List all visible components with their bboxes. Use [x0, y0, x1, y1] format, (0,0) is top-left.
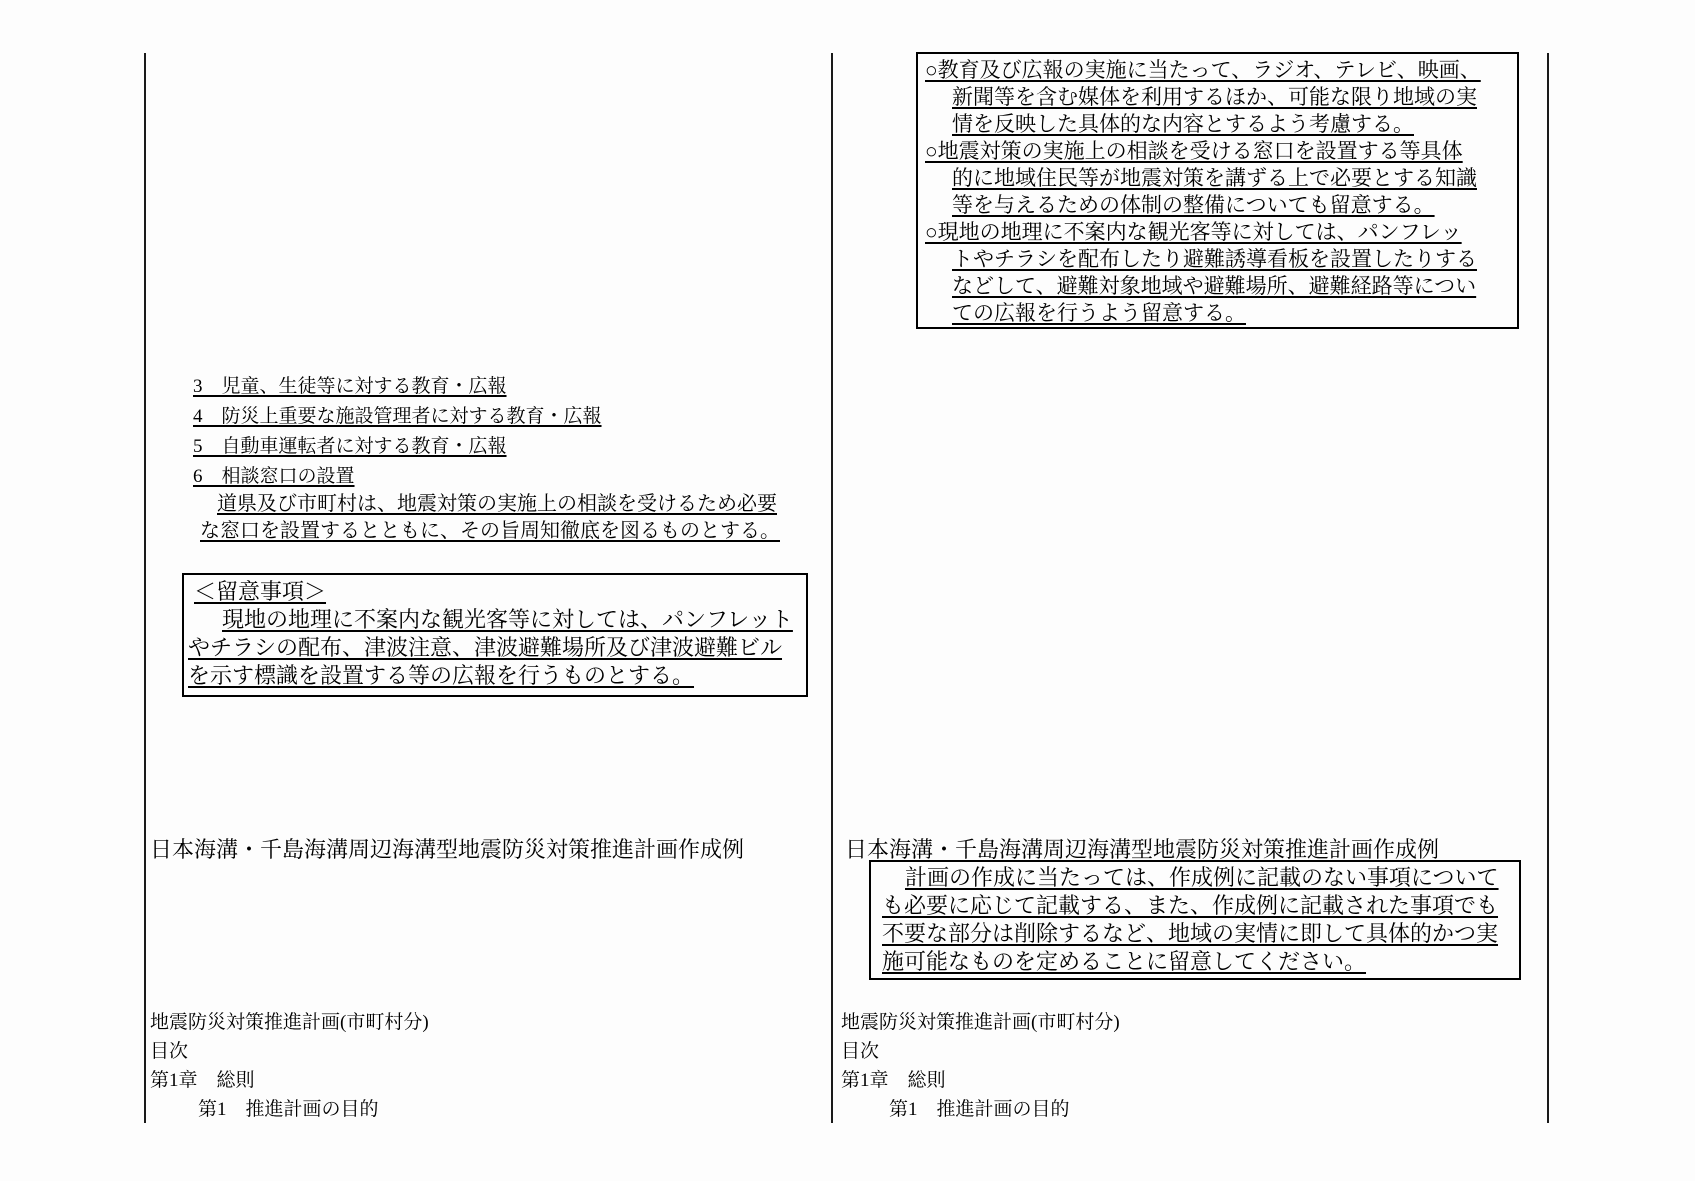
notice-line: 施可能なものを定めることに留意してください。: [882, 949, 1367, 974]
guidance-line: 等を与えるための体制の整備についても留意する。: [952, 193, 1435, 217]
toc-item: 第1 推進計画の目的: [889, 1099, 1070, 1120]
section-title-left: 日本海溝・千島海溝周辺海溝型地震防災対策推進計画作成例: [150, 837, 745, 862]
paragraph-line: な窓口を設置するとともに、その旨周知徹底を図るものとする。: [200, 520, 780, 542]
creation-notice-box: [869, 860, 1521, 980]
notice-line: 不要な部分は削除するなど、地域の実情に即して具体的かつ実: [882, 921, 1499, 946]
guidance-line: ての広報を行うよう留意する。: [952, 301, 1246, 325]
numbered-items: [193, 372, 602, 492]
guidance-line: 的に地域住民等が地震対策を講ずる上で必要とする知識: [952, 166, 1477, 190]
toc-heading: 目次: [150, 1041, 189, 1062]
numbered-item-5: 5 自動車運転者に対する教育・広報: [193, 436, 507, 457]
section-title-right: 日本海溝・千島海溝周辺海溝型地震防災対策推進計画作成例: [845, 837, 1440, 862]
item6-paragraph: [200, 491, 780, 545]
page-border-right: [1547, 53, 1549, 1123]
numbered-item-3: 3 児童、生徒等に対する教育・広報: [193, 376, 507, 397]
note-line: 現地の地理に不案内な観光客等に対しては、パンフレット: [222, 607, 793, 632]
attention-note-box: [182, 573, 808, 697]
toc-left: [150, 1008, 429, 1124]
page-border-left: [144, 53, 146, 1123]
toc-chapter: 第1章 総則: [841, 1070, 946, 1091]
note-line: やチラシの配布、津波注意、津波避難場所及び津波避難ビル: [188, 635, 783, 660]
toc-chapter: 第1章 総則: [150, 1070, 255, 1091]
guidance-line: ○現地の地理に不案内な観光客等に対しては、パンフレッ: [925, 220, 1462, 244]
guidance-notes-box: [916, 52, 1519, 329]
guidance-line: 新聞等を含む媒体を利用するほか、可能な限り地域の実: [952, 85, 1477, 109]
toc-item: 第1 推進計画の目的: [198, 1099, 379, 1120]
note-line: を示す標識を設置する等の広報を行うものとする。: [188, 663, 695, 688]
toc-title: 地震防災対策推進計画(市町村分): [841, 1012, 1120, 1033]
guidance-line: トやチラシを配布したり避難誘導看板を設置したりする: [952, 247, 1477, 271]
column-divider: [831, 53, 833, 1123]
paragraph-line: 道県及び市町村は、地震対策の実施上の相談を受けるため必要: [217, 493, 777, 515]
guidance-line: 情を反映した具体的な内容とするよう考慮する。: [952, 112, 1414, 136]
toc-title: 地震防災対策推進計画(市町村分): [150, 1012, 429, 1033]
notice-line: も必要に応じて記載する、また、作成例に記載された事項でも: [882, 893, 1499, 918]
guidance-line: ○教育及び広報の実施に当たって、ラジオ、テレビ、映画、: [925, 58, 1481, 82]
guidance-line: などして、避難対象地域や避難場所、避難経路等につい: [952, 274, 1477, 298]
toc-right: [841, 1008, 1120, 1124]
guidance-line: ○地震対策の実施上の相談を受ける窓口を設置する等具体: [925, 139, 1463, 163]
notice-line: 計画の作成に当たっては、作成例に記載のない事項について: [905, 865, 1499, 890]
note-box-title: ＜留意事項＞: [194, 579, 327, 604]
numbered-item-4: 4 防災上重要な施設管理者に対する教育・広報: [193, 406, 602, 427]
numbered-item-6: 6 相談窓口の設置: [193, 466, 355, 487]
toc-heading: 目次: [841, 1041, 880, 1062]
